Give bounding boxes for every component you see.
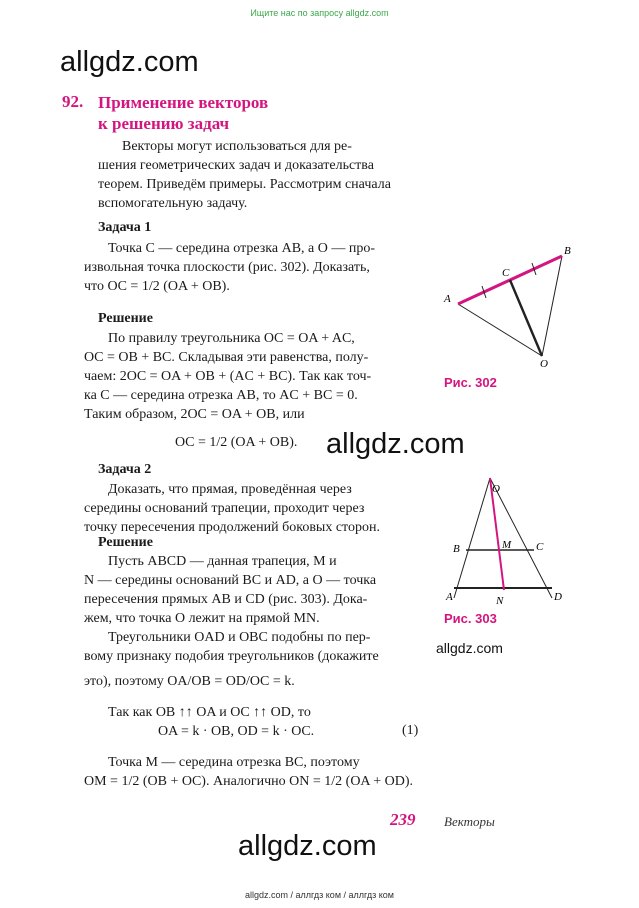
section-title-line1: Применение векторов [98,93,269,112]
intro-line: Векторы могут использоваться для ре- [122,139,352,154]
task2-solution-line: Так как OB ↑↑ OA и OC ↑↑ OD, то [108,705,311,720]
task2-solution-line: это), поэтому OA/OB = OD/OC = k. [84,674,295,689]
task2-solution-line: Пусть ABCD — данная трапеция, M и [108,554,337,569]
figure-302-caption: Рис. 302 [444,375,497,390]
task1-solution-heading: Решение [98,311,153,326]
line-oa [454,478,490,598]
section-title [98,92,268,134]
label-m: M [502,539,512,551]
segment-bo [542,256,562,356]
label-a: A [446,591,453,603]
figure-302 [440,240,580,370]
task1-line: извольная точка плоскости (рис. 302). Доказать, [84,260,370,275]
task2-statement [84,480,424,537]
equation-number: (1) [402,723,419,738]
task2-heading: Задача 2 [98,462,152,477]
label-c: C [502,267,510,279]
watermark-middle: allgdz.com [326,428,465,460]
label-b: B [453,543,460,555]
label-n: N [496,595,504,607]
task2-solution-line: N — середины оснований BC и AD, а O — точка [84,573,377,588]
task1-line: что OC = 1/2 (OA + OB). [84,279,230,294]
task2-solution [84,552,424,791]
footer-links[interactable]: allgdz.com / аллгдз ком / аллгдз ком [244,890,394,900]
watermark-top: allgdz.com [60,46,199,78]
section-title-line2: к решению задач [98,114,230,133]
section-heading [62,92,83,112]
task1-statement [84,239,424,296]
segment-ao [458,304,542,356]
label-a: A [444,293,451,305]
task2-solution-line: Точка M — середина отрезка BC, поэтому [108,755,360,770]
label-o: O [540,358,548,370]
task2-solution-line: OM = 1/2 (OB + OC). Аналогично ON = 1/2 (OA + OD). [84,774,414,789]
task1-solution-line: чаем: 2OC = OA + OB + (AC + BC). Так как точ- [84,369,372,384]
figure-303 [440,470,580,610]
task1-solution-line: ка C — середина отрезка AB, то AC + BC = 0. [84,388,358,403]
watermark-bottom: allgdz.com [238,830,377,862]
task2-solution-line: вому признаку подобия треугольников (докажите [84,649,379,664]
task2-line: середины оснований трапеции, проходит через [84,501,365,516]
task2-solution-heading: Решение [98,535,153,550]
vector-oc [510,280,542,356]
label-o: O [492,483,500,495]
task1-solution-line: Таким образом, 2OC = OA + OB, или [84,407,305,422]
task1-formula: OC = 1/2 (OA + OB). [175,435,298,450]
task1-solution-line: OC = OB + BC. Складывая эти равенства, полу- [84,350,369,365]
task2-line: точку пересечения продолжений боковых сторон. [84,520,380,535]
task1-solution [84,329,424,424]
label-b: B [564,245,571,257]
label-c: C [536,541,544,553]
task2-solution-line: жем, что точка O лежит на прямой MN. [84,611,320,626]
running-title: Векторы [444,814,495,829]
watermark-small: allgdz.com [436,640,503,656]
intro-line: шения геометрических задач и доказательства [98,158,374,173]
page-number: 239 [390,810,416,829]
intro-line: теорем. Приведём примеры. Рассмотрим сначала [98,177,391,192]
task2-solution-line: OA = k · OB, OD = k · OC. [158,724,315,739]
task1-heading: Задача 1 [98,220,152,235]
intro-paragraph [98,137,424,213]
task1-line: Точка C — середина отрезка AB, а O — про- [108,241,376,256]
task2-solution-line: Треугольники OAD и OBC подобны по пер- [108,630,371,645]
task2-solution-line: пересечения прямых AB и CD (рис. 303). Дока- [84,592,368,607]
line-od [490,478,552,598]
section-number: 92. [62,92,84,111]
task2-line: Доказать, что прямая, проведённая через [108,482,352,497]
figure-303-caption: Рис. 303 [444,611,497,626]
search-hint[interactable]: Ищите нас по запросу allgdz.com [250,8,389,18]
intro-line: вспомогательную задачу. [98,196,248,211]
label-d: D [554,591,562,603]
task1-solution-line: По правилу треугольника OC = OA + AC, [108,331,355,346]
